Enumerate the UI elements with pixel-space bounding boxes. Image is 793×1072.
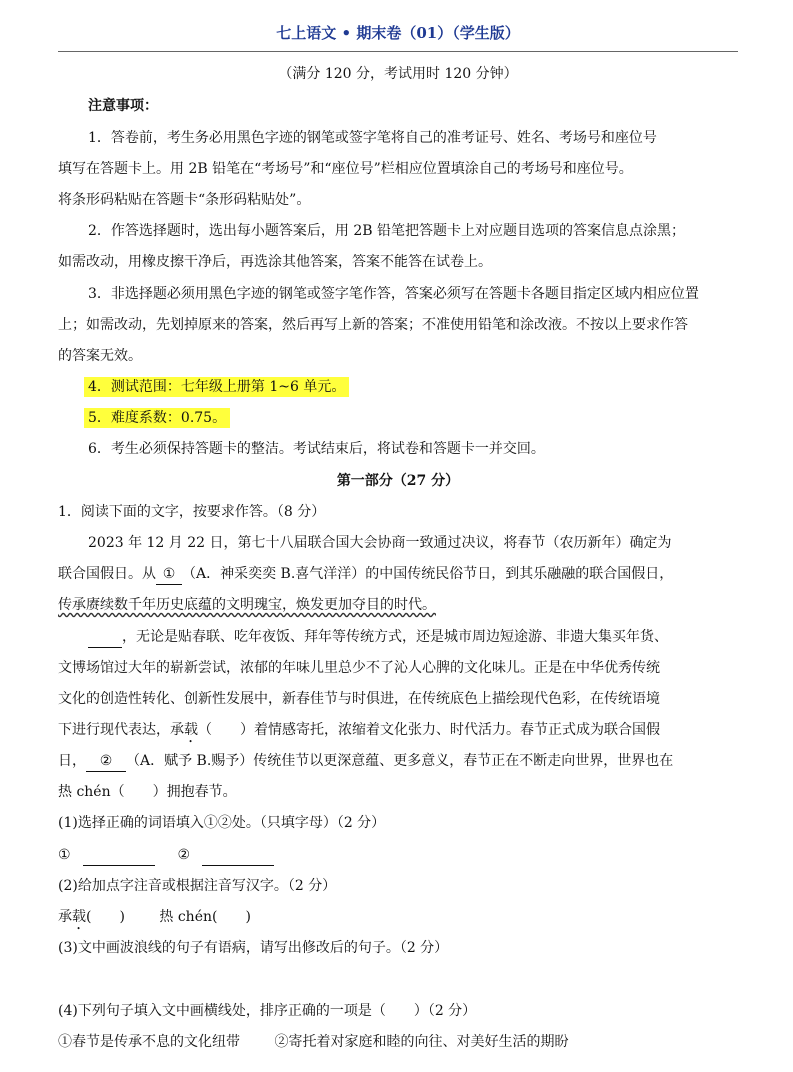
part1-title: 第一部分（27 分） [336, 473, 460, 489]
notice-line-2: 填写在答题卡上。用 2B 铅笔在“考场号”和“座位号”栏相应位置填涂自己的考场号和座位号。 [58, 161, 633, 177]
exam-info: （满分 120 分，考试用时 120 分钟） [278, 66, 518, 82]
notice-line-6: 3．非选择题必须用黑色字迹的钢笔或签字笔作答，答案必须写在答题卡各题目指定区域内相应位置 [88, 286, 699, 302]
dotted-char: 载 [184, 722, 198, 738]
notice-line-8: 的答案无效。 [58, 348, 142, 364]
passage-2-line-4 [58, 720, 660, 746]
passage-text: （ ）着情感寄托，浓缩着文化张力、时代活力。春节正式成为联合国假 [198, 722, 660, 738]
subquestion-4: (4)下列句子填入文中画横线处，排序正确的一项是（ ）（2 分） [58, 1003, 477, 1019]
notice-title: 注意事项： [88, 98, 158, 114]
passage-text: 日， [58, 753, 86, 769]
answer-label-2: ② [177, 847, 191, 863]
notice-highlight-scope: 4．测试范围：七年级上册第 1~6 单元。 [84, 377, 349, 397]
subquestion-1: (1)选择正确的词语填入①②处。（只填字母）（2 分） [58, 815, 386, 831]
notice-line-3: 将条形码粘贴在答题卡“条形码粘贴处”。 [58, 192, 311, 208]
subquestion-2: (2)给加点字注音或根据注音写汉字。（2 分） [58, 878, 337, 894]
passage-text: 下进行现代表达，承 [58, 722, 184, 738]
answer-text: 承 [58, 909, 72, 925]
subquestion-1-answers [58, 845, 274, 866]
notice-line-5: 如需改动，用橡皮擦干净后，再选涂其他答案，答案不能答在试卷上。 [58, 254, 492, 270]
notice-highlight-difficulty: 5．难度系数：0.75。 [84, 408, 230, 428]
answer-blank-2[interactable] [202, 845, 274, 866]
passage-text: ，无论是贴春联、吃年夜饭、拜年等传统方式，还是城市周边短途游、非遗大集买年货、 [122, 629, 668, 645]
option-1: ①春节是传承不息的文化纽带 [58, 1034, 240, 1050]
option-row [58, 1032, 568, 1052]
wavy-sentence: 传承赓续数千年历史底蕴的文明瑰宝，焕发更加夺目的时代。 [58, 597, 436, 613]
blank-2[interactable]: ② [86, 751, 126, 772]
page-header-title: 七上语文 • 期末卷（01）（学生版） [276, 24, 520, 42]
notice-line-1: 1．答卷前，考生务必用黑色字迹的钢笔或签字笔将自己的准考证号、姓名、考场号和座位号 [88, 130, 657, 146]
header-divider [58, 51, 738, 52]
subquestion-2-answers [58, 907, 251, 933]
passage-2-line-2: 文博场馆过大年的崭新尝试，浓郁的年味儿里总少不了沁人心脾的文化味儿。正是在中华优秀传统 [58, 660, 660, 676]
passage-1-line-2 [58, 564, 673, 585]
horizontal-blank[interactable] [88, 627, 122, 648]
answer-blank-1[interactable] [83, 845, 155, 866]
answer-paren-chen[interactable]: 热 chén( ) [159, 909, 251, 925]
option-2: ②寄托着对家庭和睦的向往、对美好生活的期盼 [274, 1034, 569, 1050]
answer-paren[interactable]: ( ) [86, 909, 125, 925]
passage-2-line-5 [58, 751, 673, 772]
passage-2-line-3: 文化的创造性转化、创新性发展中，新春佳节与时俱进，在传统底色上描绘现代色彩，在传统语境 [58, 691, 660, 707]
answer-label-1: ① [58, 847, 71, 863]
question-1-title: 1．阅读下面的文字，按要求作答。（8 分） [58, 504, 326, 520]
dotted-char: 载 [72, 909, 86, 925]
subquestion-3: (3)文中画波浪线的句子有语病，请写出修改后的句子。（2 分） [58, 940, 449, 956]
notice-line-final: 6．考生必须保持答题卡的整洁。考试结束后，将试卷和答题卡一并交回。 [88, 441, 545, 457]
passage-text: （A．神采奕奕 B.喜气洋洋）的中国传统民俗节日，到其乐融融的联合国假日， [182, 566, 674, 582]
notice-line-7: 上；如需改动，先划掉原来的答案，然后再写上新的答案；不准使用铅笔和涂改液。不按以上要求作答 [58, 317, 688, 333]
notice-line-4: 2．作答选择题时，选出每小题答案后，用 2B 铅笔把答题卡上对应题目选项的答案信息点涂黑； [88, 223, 686, 239]
blank-1[interactable]: ① [156, 564, 182, 585]
passage-1-line-1: 2023 年 12 月 22 日，第七十八届联合国大会协商一致通过决议，将春节（农历新年）确定为 [88, 535, 672, 551]
passage-text: 联合国假日。从 [58, 566, 156, 582]
passage-2-line-1 [88, 627, 668, 648]
passage-text: （A．赋予 B.赐予）传统佳节以更深意蕴、更多意义，春节正在不断走向世界，世界也在 [126, 753, 674, 769]
passage-2-line-6: 热 chén（ ）拥抱春节。 [58, 784, 237, 800]
